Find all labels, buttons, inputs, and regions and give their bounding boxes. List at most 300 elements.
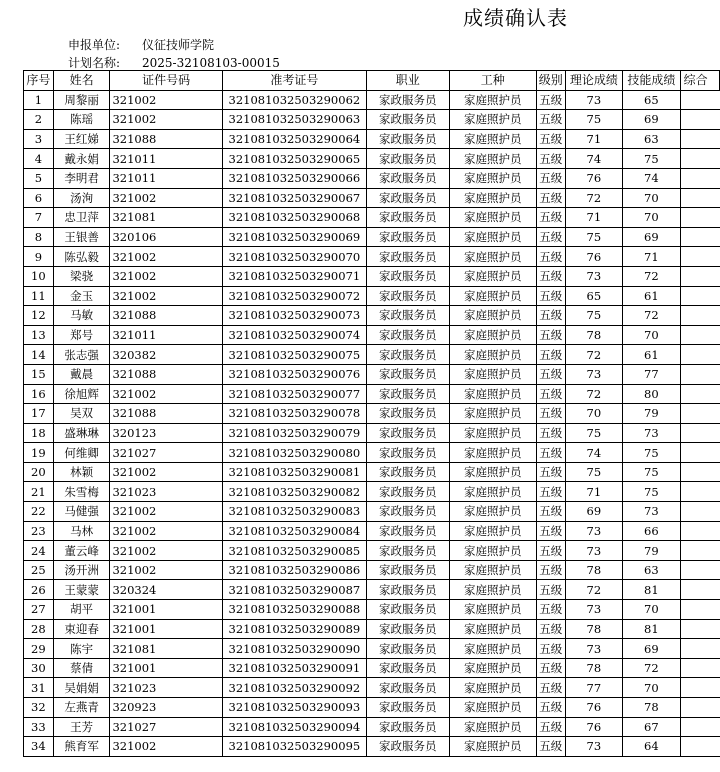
cell-id	[110, 678, 222, 698]
cell-id	[110, 325, 222, 345]
cell-level: 五级	[536, 208, 565, 228]
cell-no: 32	[24, 698, 54, 718]
id-prefix: 321002	[112, 543, 157, 558]
cell-theory: 76	[565, 168, 622, 188]
cell-job: 家政服务员	[367, 443, 450, 463]
cell-type: 家庭照护员	[449, 306, 536, 326]
cell-skill: 80	[623, 384, 680, 404]
table-row	[24, 580, 720, 600]
cell-job: 家政服务员	[367, 462, 450, 482]
cell-name: 蔡倩	[53, 658, 110, 678]
cell-job: 家政服务员	[367, 266, 450, 286]
header-cell: 姓名	[53, 71, 110, 91]
cell-exam: 321081032503290093	[222, 698, 366, 718]
cell-id	[110, 698, 222, 718]
cell-name: 王红娣	[53, 129, 110, 149]
cell-name: 陈瑶	[53, 110, 110, 130]
cell-type: 家庭照护员	[449, 619, 536, 639]
id-prefix: 321002	[112, 739, 157, 754]
cell-no: 25	[24, 560, 54, 580]
cell-theory: 73	[565, 737, 622, 757]
cell-type: 家庭照护员	[449, 639, 536, 659]
cell-name: 林颖	[53, 462, 110, 482]
cell-no: 13	[24, 325, 54, 345]
table-row	[24, 168, 720, 188]
cell-combined	[680, 443, 719, 463]
cell-job: 家政服务员	[367, 658, 450, 678]
cell-no: 12	[24, 306, 54, 326]
table-row	[24, 345, 720, 365]
cell-id	[110, 502, 222, 522]
cell-combined	[680, 345, 719, 365]
table-row	[24, 247, 720, 267]
cell-exam: 321081032503290089	[222, 619, 366, 639]
cell-theory: 71	[565, 208, 622, 228]
cell-theory: 76	[565, 717, 622, 737]
cell-level: 五级	[536, 678, 565, 698]
cell-level: 五级	[536, 580, 565, 600]
cell-id	[110, 443, 222, 463]
cell-level: 五级	[536, 306, 565, 326]
cell-exam: 321081032503290088	[222, 600, 366, 620]
cell-exam: 321081032503290074	[222, 325, 366, 345]
cell-combined	[680, 110, 719, 130]
plan-label: 计划名称:	[68, 56, 121, 70]
header-cell: 工种	[449, 71, 536, 91]
table-row	[24, 717, 720, 737]
cell-exam: 321081032503290067	[222, 188, 366, 208]
cell-no: 10	[24, 266, 54, 286]
cell-id	[110, 286, 222, 306]
cell-skill: 70	[623, 188, 680, 208]
cell-skill: 69	[623, 110, 680, 130]
cell-level: 五级	[536, 227, 565, 247]
id-prefix: 321001	[112, 602, 157, 617]
id-prefix: 321002	[112, 249, 157, 264]
cell-no: 15	[24, 364, 54, 384]
cell-job: 家政服务员	[367, 482, 450, 502]
score-table	[23, 70, 720, 757]
cell-combined	[680, 90, 719, 110]
cell-combined	[680, 306, 719, 326]
cell-exam: 321081032503290079	[222, 423, 366, 443]
cell-skill: 81	[623, 580, 680, 600]
table-row	[24, 384, 720, 404]
cell-theory: 73	[565, 639, 622, 659]
cell-skill: 72	[623, 306, 680, 326]
table-body	[24, 90, 720, 756]
cell-job: 家政服务员	[367, 560, 450, 580]
cell-skill: 69	[623, 227, 680, 247]
cell-exam: 321081032503290095	[222, 737, 366, 757]
cell-level: 五级	[536, 737, 565, 757]
cell-level: 五级	[536, 639, 565, 659]
cell-exam: 321081032503290068	[222, 208, 366, 228]
cell-type: 家庭照护员	[449, 462, 536, 482]
cell-job: 家政服务员	[367, 247, 450, 267]
cell-type: 家庭照护员	[449, 90, 536, 110]
cell-name: 胡平	[53, 600, 110, 620]
cell-level: 五级	[536, 482, 565, 502]
cell-theory: 71	[565, 129, 622, 149]
cell-type: 家庭照护员	[449, 325, 536, 345]
cell-theory: 73	[565, 600, 622, 620]
cell-name: 戴永娟	[53, 149, 110, 169]
cell-skill: 70	[623, 325, 680, 345]
cell-name: 董云峰	[53, 541, 110, 561]
cell-exam: 321081032503290081	[222, 462, 366, 482]
cell-name: 戴晨	[53, 364, 110, 384]
cell-level: 五级	[536, 247, 565, 267]
cell-theory: 77	[565, 678, 622, 698]
cell-id	[110, 129, 222, 149]
cell-combined	[680, 404, 719, 424]
id-prefix: 321088	[112, 406, 157, 421]
cell-name: 陈弘毅	[53, 247, 110, 267]
id-prefix: 321023	[112, 680, 157, 695]
cell-exam: 321081032503290085	[222, 541, 366, 561]
cell-skill: 70	[623, 678, 680, 698]
cell-theory: 76	[565, 247, 622, 267]
cell-theory: 74	[565, 443, 622, 463]
cell-skill: 65	[623, 90, 680, 110]
cell-type: 家庭照护员	[449, 384, 536, 404]
cell-type: 家庭照护员	[449, 717, 536, 737]
cell-id	[110, 482, 222, 502]
table-row	[24, 306, 720, 326]
cell-id	[110, 619, 222, 639]
header-cell: 理论成绩	[565, 71, 622, 91]
table-row	[24, 266, 720, 286]
header-cell: 综合	[680, 71, 719, 91]
cell-name: 何维卿	[53, 443, 110, 463]
cell-skill: 78	[623, 698, 680, 718]
cell-type: 家庭照护员	[449, 443, 536, 463]
cell-theory: 70	[565, 404, 622, 424]
cell-id	[110, 462, 222, 482]
cell-combined	[680, 384, 719, 404]
id-prefix: 321011	[112, 328, 157, 343]
cell-name: 马健强	[53, 502, 110, 522]
plan-value: 2025-32108103-00015	[142, 56, 280, 70]
table-row	[24, 462, 720, 482]
cell-combined	[680, 580, 719, 600]
cell-job: 家政服务员	[367, 619, 450, 639]
cell-skill: 79	[623, 404, 680, 424]
cell-job: 家政服务员	[367, 345, 450, 365]
id-prefix: 321088	[112, 367, 157, 382]
id-prefix: 321002	[112, 269, 157, 284]
cell-skill: 81	[623, 619, 680, 639]
id-prefix: 321011	[112, 151, 157, 166]
cell-level: 五级	[536, 286, 565, 306]
header-cell: 证件号码	[110, 71, 222, 91]
cell-level: 五级	[536, 658, 565, 678]
table-row	[24, 541, 720, 561]
table-row	[24, 619, 720, 639]
cell-no: 2	[24, 110, 54, 130]
id-prefix: 320123	[112, 425, 157, 440]
id-prefix: 321027	[112, 719, 157, 734]
cell-id	[110, 600, 222, 620]
cell-no: 27	[24, 600, 54, 620]
cell-exam: 321081032503290073	[222, 306, 366, 326]
cell-exam: 321081032503290083	[222, 502, 366, 522]
cell-job: 家政服务员	[367, 227, 450, 247]
cell-no: 20	[24, 462, 54, 482]
cell-no: 28	[24, 619, 54, 639]
cell-combined	[680, 619, 719, 639]
cell-type: 家庭照护员	[449, 168, 536, 188]
cell-theory: 73	[565, 541, 622, 561]
cell-name: 马林	[53, 521, 110, 541]
id-prefix: 321002	[112, 288, 157, 303]
cell-level: 五级	[536, 325, 565, 345]
table-row	[24, 658, 720, 678]
id-prefix: 321081	[112, 641, 157, 656]
cell-type: 家庭照护员	[449, 502, 536, 522]
cell-exam: 321081032503290065	[222, 149, 366, 169]
cell-combined	[680, 737, 719, 757]
id-prefix: 321088	[112, 308, 157, 323]
cell-job: 家政服务员	[367, 90, 450, 110]
cell-id	[110, 580, 222, 600]
cell-no: 21	[24, 482, 54, 502]
cell-id	[110, 364, 222, 384]
cell-no: 3	[24, 129, 54, 149]
cell-job: 家政服务员	[367, 639, 450, 659]
cell-type: 家庭照护员	[449, 286, 536, 306]
cell-level: 五级	[536, 560, 565, 580]
cell-type: 家庭照护员	[449, 737, 536, 757]
cell-combined	[680, 188, 719, 208]
header-cell: 序号	[24, 71, 54, 91]
cell-name: 吴双	[53, 404, 110, 424]
cell-type: 家庭照护员	[449, 364, 536, 384]
cell-theory: 75	[565, 423, 622, 443]
cell-skill: 75	[623, 482, 680, 502]
cell-theory: 65	[565, 286, 622, 306]
cell-skill: 61	[623, 345, 680, 365]
cell-type: 家庭照护员	[449, 698, 536, 718]
cell-no: 8	[24, 227, 54, 247]
cell-level: 五级	[536, 90, 565, 110]
cell-theory: 76	[565, 698, 622, 718]
cell-id	[110, 541, 222, 561]
cell-level: 五级	[536, 521, 565, 541]
cell-no: 34	[24, 737, 54, 757]
cell-id	[110, 345, 222, 365]
cell-job: 家政服务员	[367, 208, 450, 228]
table-row	[24, 737, 720, 757]
cell-level: 五级	[536, 462, 565, 482]
cell-no: 22	[24, 502, 54, 522]
table-row	[24, 482, 720, 502]
cell-type: 家庭照护员	[449, 404, 536, 424]
cell-combined	[680, 149, 719, 169]
cell-theory: 75	[565, 110, 622, 130]
cell-theory: 78	[565, 560, 622, 580]
id-prefix: 321002	[112, 523, 157, 538]
cell-skill: 64	[623, 737, 680, 757]
cell-id	[110, 384, 222, 404]
cell-name: 李明君	[53, 168, 110, 188]
cell-theory: 73	[565, 364, 622, 384]
cell-combined	[680, 717, 719, 737]
cell-no: 26	[24, 580, 54, 600]
cell-level: 五级	[536, 717, 565, 737]
cell-combined	[680, 227, 719, 247]
cell-name: 王芳	[53, 717, 110, 737]
cell-job: 家政服务员	[367, 580, 450, 600]
header-cell: 职业	[367, 71, 450, 91]
cell-no: 23	[24, 521, 54, 541]
cell-exam: 321081032503290091	[222, 658, 366, 678]
cell-theory: 72	[565, 345, 622, 365]
cell-level: 五级	[536, 698, 565, 718]
cell-type: 家庭照护员	[449, 110, 536, 130]
table-row	[24, 286, 720, 306]
cell-name: 吴娟娟	[53, 678, 110, 698]
cell-id	[110, 639, 222, 659]
cell-theory: 78	[565, 619, 622, 639]
cell-skill: 72	[623, 266, 680, 286]
cell-combined	[680, 521, 719, 541]
table-row	[24, 208, 720, 228]
table-row	[24, 404, 720, 424]
cell-level: 五级	[536, 364, 565, 384]
id-prefix: 320923	[112, 700, 157, 715]
cell-theory: 72	[565, 580, 622, 600]
cell-skill: 69	[623, 639, 680, 659]
cell-exam: 321081032503290084	[222, 521, 366, 541]
cell-name: 王银善	[53, 227, 110, 247]
cell-skill: 73	[623, 502, 680, 522]
cell-combined	[680, 247, 719, 267]
cell-combined	[680, 541, 719, 561]
cell-theory: 74	[565, 149, 622, 169]
cell-theory: 72	[565, 188, 622, 208]
cell-level: 五级	[536, 266, 565, 286]
cell-name: 徐旭辉	[53, 384, 110, 404]
cell-skill: 61	[623, 286, 680, 306]
id-prefix: 320324	[112, 582, 157, 597]
table-row	[24, 227, 720, 247]
cell-job: 家政服务员	[367, 678, 450, 698]
cell-exam: 321081032503290094	[222, 717, 366, 737]
cell-type: 家庭照护员	[449, 345, 536, 365]
cell-id	[110, 404, 222, 424]
cell-id	[110, 247, 222, 267]
cell-skill: 70	[623, 600, 680, 620]
unit-row	[68, 36, 214, 53]
cell-id	[110, 110, 222, 130]
cell-no: 31	[24, 678, 54, 698]
id-prefix: 321002	[112, 112, 157, 127]
cell-no: 18	[24, 423, 54, 443]
cell-skill: 67	[623, 717, 680, 737]
cell-id	[110, 266, 222, 286]
id-prefix: 321081	[112, 210, 157, 225]
cell-theory: 78	[565, 325, 622, 345]
cell-combined	[680, 658, 719, 678]
cell-theory: 75	[565, 306, 622, 326]
cell-exam: 321081032503290086	[222, 560, 366, 580]
cell-type: 家庭照护员	[449, 129, 536, 149]
header-cell: 技能成绩	[623, 71, 680, 91]
cell-no: 19	[24, 443, 54, 463]
cell-skill: 75	[623, 462, 680, 482]
cell-name: 郑号	[53, 325, 110, 345]
table-row	[24, 149, 720, 169]
cell-level: 五级	[536, 619, 565, 639]
cell-no: 9	[24, 247, 54, 267]
cell-type: 家庭照护员	[449, 227, 536, 247]
cell-theory: 73	[565, 521, 622, 541]
cell-type: 家庭照护员	[449, 580, 536, 600]
id-prefix: 321002	[112, 504, 157, 519]
table-row	[24, 600, 720, 620]
cell-level: 五级	[536, 502, 565, 522]
cell-no: 14	[24, 345, 54, 365]
cell-theory: 75	[565, 462, 622, 482]
table-row	[24, 560, 720, 580]
cell-job: 家政服务员	[367, 149, 450, 169]
cell-skill: 79	[623, 541, 680, 561]
cell-id	[110, 306, 222, 326]
cell-type: 家庭照护员	[449, 247, 536, 267]
cell-level: 五级	[536, 188, 565, 208]
table-row	[24, 110, 720, 130]
cell-skill: 66	[623, 521, 680, 541]
cell-combined	[680, 168, 719, 188]
cell-skill: 72	[623, 658, 680, 678]
cell-type: 家庭照护员	[449, 541, 536, 561]
cell-combined	[680, 639, 719, 659]
cell-no: 6	[24, 188, 54, 208]
cell-no: 7	[24, 208, 54, 228]
id-prefix: 321088	[112, 132, 157, 147]
cell-job: 家政服务员	[367, 188, 450, 208]
cell-type: 家庭照护员	[449, 600, 536, 620]
cell-type: 家庭照护员	[449, 521, 536, 541]
cell-id	[110, 188, 222, 208]
cell-level: 五级	[536, 129, 565, 149]
cell-job: 家政服务员	[367, 286, 450, 306]
header-cell: 准考证号	[222, 71, 366, 91]
cell-level: 五级	[536, 404, 565, 424]
cell-id	[110, 423, 222, 443]
cell-job: 家政服务员	[367, 129, 450, 149]
cell-id	[110, 658, 222, 678]
cell-type: 家庭照护员	[449, 266, 536, 286]
cell-id	[110, 737, 222, 757]
cell-combined	[680, 423, 719, 443]
cell-exam: 321081032503290092	[222, 678, 366, 698]
cell-skill: 75	[623, 443, 680, 463]
cell-theory: 73	[565, 266, 622, 286]
cell-exam: 321081032503290063	[222, 110, 366, 130]
cell-exam: 321081032503290072	[222, 286, 366, 306]
cell-exam: 321081032503290090	[222, 639, 366, 659]
cell-name: 汤开洲	[53, 560, 110, 580]
cell-name: 周黎丽	[53, 90, 110, 110]
cell-job: 家政服务员	[367, 306, 450, 326]
cell-type: 家庭照护员	[449, 208, 536, 228]
cell-skill: 71	[623, 247, 680, 267]
table-header-row	[24, 71, 720, 91]
table-row	[24, 325, 720, 345]
